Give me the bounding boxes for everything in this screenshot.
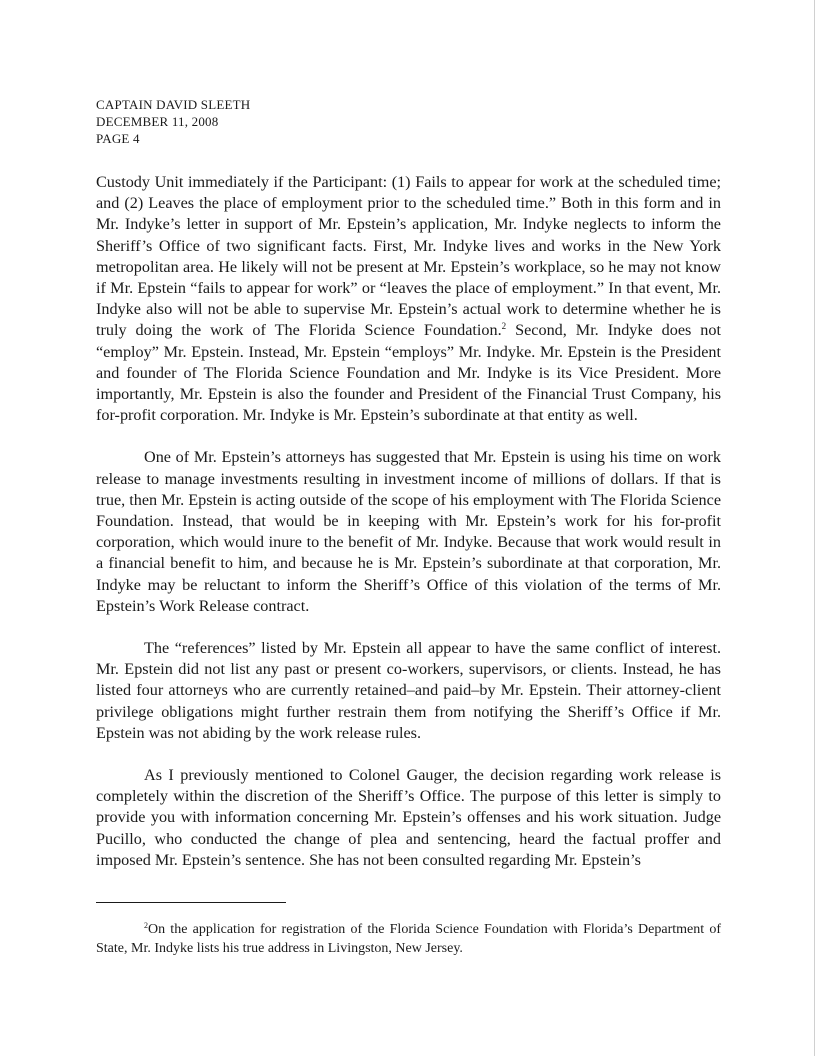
footnote-reference: 2 (501, 321, 507, 332)
paragraph-1 (96, 172, 721, 426)
paragraph-3: The “references” listed by Mr. Epstein all appear to have the same conflict of interest. Mr. Epstein did not list any past or present co-workers, supervisors, or clients. Instead, he has listed four attorneys who are currently retained–and paid–by Mr. Epstein. Their attorney-client privilege obligations might further restrain them from notifying the Sheriff’s Office if Mr. Epstein was not abiding by the work release rules. (96, 639, 721, 742)
letter-header (96, 96, 250, 147)
header-page-number: PAGE 4 (96, 131, 140, 146)
footnote-marker: 2 (144, 921, 148, 930)
header-date: DECEMBER 11, 2008 (96, 114, 219, 129)
letter-body (96, 172, 721, 892)
footnote-divider (96, 902, 286, 903)
paragraph-1-part-b: Second, Mr. Indyke does not “employ” Mr. Epstein. Instead, Mr. Epstein “employs” Mr. Indyke. Mr. Epstein is the President and founder of The Florida Science Foundation and Mr. Indyke is its Vice President. More importantly, Mr. Epstein is also the founder and President of the Financial Trust Company, his for-profit corporation. Mr. Indyke is Mr. Epstein’s subordinate at that entity as well. (96, 321, 721, 425)
footnote-paragraph (96, 920, 721, 958)
paragraph-4: As I previously mentioned to Colonel Gauger, the decision regarding work release is completely within the discretion of the Sheriff’s Office. The purpose of this letter is simply to provide you with information concerning Mr. Epstein’s offenses and his work situation. Judge Pucillo, who conducted the change of plea and sentencing, heard the factual proffer and imposed Mr. Epstein’s sentence. She has not been consulted regarding Mr. Epstein’s (96, 766, 721, 869)
paragraph-2: One of Mr. Epstein’s attorneys has suggested that Mr. Epstein is using his time on work release to manage investments resulting in investment income of millions of dollars. If that is true, then Mr. Epstein is acting outside of the scope of his employment with The Florida Science Foundation. Instead, that would be in keeping with Mr. Epstein’s work for his for-profit corporation, which would inure to the benefit of Mr. Indyke. Because that work would result in a financial benefit to him, and because he is Mr. Epstein’s subordinate at that corporation, Mr. Indyke may be reluctant to inform the Sheriff’s Office of this violation of the terms of Mr. Epstein’s Work Release contract. (96, 448, 721, 615)
footnote-text: On the application for registration of the Florida Science Foundation with Florida’s Department of State, Mr. Indyke lists his true address in Livingston, New Jersey. (96, 922, 721, 956)
header-recipient: CAPTAIN DAVID SLEETH (96, 97, 251, 112)
scan-edge-line (814, 0, 815, 1056)
footnote (96, 920, 721, 958)
paragraph-1-part-a: Custody Unit immediately if the Participant: (1) Fails to appear for work at the scheduled time; and (2) Leaves the place of employment prior to the scheduled time.” Both in this form and in Mr. Indyke’s letter in support of Mr. Epstein’s application, Mr. Indyke neglects to inform the Sheriff’s Office of two significant facts. First, Mr. Indyke lives and works in the New York metropolitan area. He likely will not be present at Mr. Epstein’s workplace, so he may not know if Mr. Epstein “fails to appear for work” or “leaves the place of employment.” In that event, Mr. Indyke also will not be able to supervise Mr. Epstein’s actual work to determine whether he is truly doing the work of The Florida Science Foundation. (96, 173, 721, 340)
